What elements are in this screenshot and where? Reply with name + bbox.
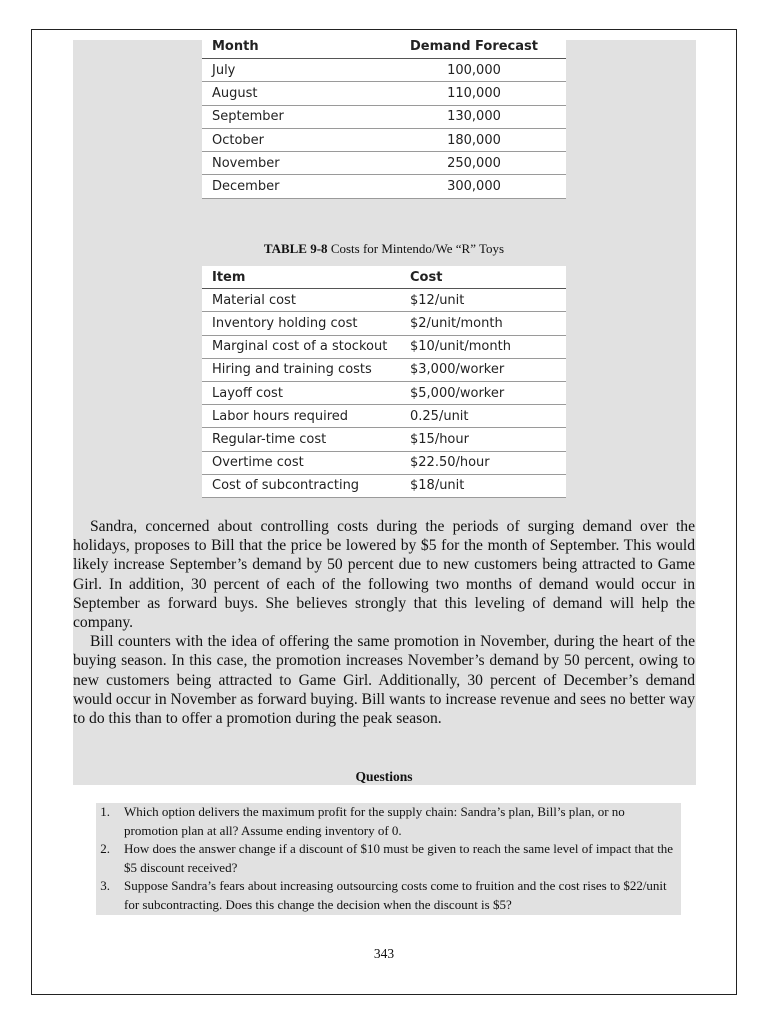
question-text: How does the answer change if a discount of $10 must be given to reach the same level of impact that the $5 discount received?: [124, 841, 674, 875]
table-row: [202, 289, 566, 312]
table-row: [202, 59, 566, 82]
cost-cell: $22.50/hour: [410, 455, 490, 471]
column-header-cost: Cost: [410, 269, 443, 285]
question-number: 1.: [100, 804, 110, 819]
demand-cell: 180,000: [447, 132, 501, 148]
item-cell: Marginal cost of a stockout: [212, 339, 388, 355]
table-row: [202, 312, 566, 335]
demand-forecast-table: [202, 35, 566, 199]
question-item: [96, 803, 681, 840]
question-item: [96, 840, 681, 877]
table-row: [202, 475, 566, 498]
item-cell: Labor hours required: [212, 408, 349, 424]
questions-heading: Questions: [355, 769, 413, 784]
page-number: 343: [373, 946, 395, 961]
demand-cell: 250,000: [447, 155, 501, 171]
month-cell: November: [212, 155, 280, 171]
table-row: [202, 82, 566, 105]
month-cell: October: [212, 132, 265, 148]
item-cell: Layoff cost: [212, 385, 283, 401]
item-cell: Regular-time cost: [212, 431, 327, 447]
table-row: [202, 175, 566, 198]
cost-cell: $10/unit/month: [410, 339, 511, 355]
table-row: [202, 106, 566, 129]
cost-cell: $3,000/worker: [410, 362, 505, 378]
paragraph-sandra: Sandra, concerned about controlling costs during the periods of surging demand over the holidays, proposes to Bill that the price be lowered by $5 for the month of September. This would likely increase September’s demand by 50 percent due to new customers being attracted to Game Girl. In addition, 30 percent of each of the following two months of demand would occur in September as forward buys. She believes strongly that this leveling of demand will help the company.: [73, 518, 695, 632]
cost-table: [202, 266, 566, 498]
month-cell: July: [212, 62, 236, 78]
demand-cell: 100,000: [447, 62, 501, 78]
question-item: [96, 877, 681, 914]
table-row: [202, 336, 566, 359]
table-caption-label: TABLE 9-8: [263, 241, 328, 256]
demand-cell: 110,000: [447, 85, 501, 101]
month-cell: August: [212, 85, 258, 101]
table-row: [202, 129, 566, 152]
question-text: Suppose Sandra’s fears about increasing outsourcing costs come to fruition and the cost rises to $22/unit for subcontracting. Does this change the decision when the discount is $5?: [124, 878, 667, 912]
cost-cell: $15/hour: [410, 431, 469, 447]
cost-cell: $18/unit: [410, 478, 465, 494]
table-row: [202, 359, 566, 382]
column-header-demand-forecast: Demand Forecast: [410, 39, 538, 54]
cost-cell: $12/unit: [410, 292, 465, 308]
table-header-row: [202, 35, 566, 59]
cost-cell: $5,000/worker: [410, 385, 505, 401]
month-cell: September: [212, 109, 284, 125]
item-cell: Cost of subcontracting: [212, 478, 360, 494]
table-caption-text: Costs for Mintendo/We “R” Toys: [327, 241, 505, 256]
demand-cell: 130,000: [447, 109, 501, 125]
item-cell: Inventory holding cost: [212, 315, 358, 331]
case-body-text: [73, 517, 695, 728]
table-row: [202, 452, 566, 475]
question-text: Which option delivers the maximum profit for the supply chain: Sandra’s plan, Bill’s plan, or no promotion plan at all? Assume ending inventory of 0.: [124, 804, 625, 838]
item-cell: Overtime cost: [212, 455, 304, 471]
question-number: 2.: [100, 841, 110, 857]
paragraph-bill: Bill counters with the idea of offering the same promotion in November, during the heart of the buying season. In this case, the promotion increases November’s demand by 50 percent, owing to new customers being attracted to Game Girl. Additionally, 30 percent of December’s demand would occur in November as forward buying. Bill wants to increase revenue and sees no better way to do this than to offer a promotion during the peak season.: [73, 633, 695, 728]
column-header-month: Month: [212, 39, 259, 54]
cost-cell: $2/unit/month: [410, 315, 503, 331]
item-cell: Hiring and training costs: [212, 362, 372, 378]
table-caption: [0, 241, 768, 257]
column-header-item: Item: [212, 269, 246, 285]
table-row: [202, 382, 566, 405]
question-number: 3.: [100, 878, 110, 894]
questions-list: [96, 803, 681, 915]
table-row: [202, 428, 566, 451]
table-row: [202, 152, 566, 175]
month-cell: December: [212, 179, 280, 195]
table-row: [202, 405, 566, 428]
table-header-row: [202, 266, 566, 289]
cost-cell: 0.25/unit: [410, 408, 469, 424]
demand-cell: 300,000: [447, 179, 501, 195]
item-cell: Material cost: [212, 292, 296, 308]
